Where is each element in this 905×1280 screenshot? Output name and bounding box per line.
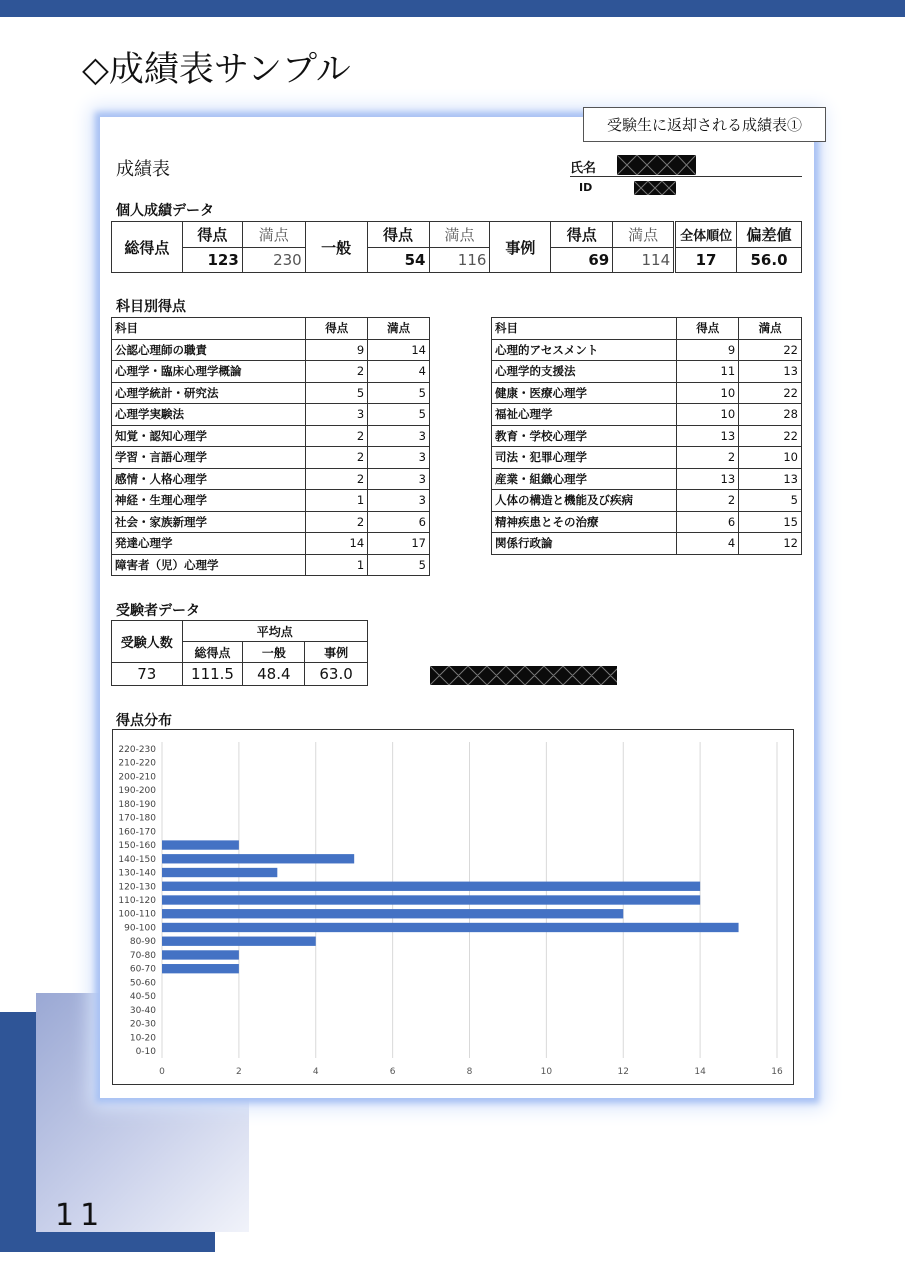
subject-max: 17 [368,533,430,555]
subject-name: 心理学・臨床心理学概論 [112,361,306,383]
bar-140-150 [162,854,354,863]
y-tick-label: 30-40 [129,1005,156,1016]
subjects-table-left [111,317,430,576]
y-tick-label: 10-20 [129,1033,156,1044]
subject-name: 司法・犯罪心理学 [492,447,677,469]
case-max-header: 満点 [613,222,675,248]
examinee-data-heading: 受験者データ [116,603,200,619]
general-score-header: 得点 [367,222,429,248]
subject-max: 4 [368,361,430,383]
general-label: 一般 [305,222,367,273]
bar-70-80 [162,950,239,959]
subject-score: 10 [677,404,739,426]
subject-row [112,404,430,426]
subject-max: 15 [739,511,802,533]
y-tick-label: 190-200 [118,786,156,797]
bar-130-140 [162,868,277,877]
general-max: 116 [429,248,490,273]
avg-general-header: 一般 [243,642,305,663]
total-max: 230 [242,248,305,273]
subject-name: 健康・医療心理学 [492,382,677,404]
subject-row [112,339,430,361]
subject-name: 教育・学校心理学 [492,425,677,447]
x-tick-label: 4 [312,1067,319,1077]
max-col-header: 満点 [368,318,430,340]
subject-row [492,382,802,404]
subject-row [492,490,802,512]
general-max-header: 満点 [429,222,490,248]
y-tick-label: 220-230 [118,744,156,755]
subject-max: 22 [739,425,802,447]
subject-score: 6 [677,511,739,533]
subject-row [492,468,802,490]
subject-name: 発達心理学 [112,533,306,555]
y-tick-label: 100-110 [118,909,156,920]
redacted-field [430,666,617,685]
score-col-header: 得点 [677,318,739,340]
subject-max: 5 [739,490,802,512]
subject-score: 4 [677,533,739,555]
subject-score: 3 [306,404,368,426]
redacted-name [617,155,696,175]
bar-80-90 [162,937,316,946]
x-tick-label: 10 [540,1067,553,1077]
top-band [0,0,905,17]
subject-name: 知覚・認知心理学 [112,425,306,447]
x-tick-label: 6 [389,1067,396,1077]
total-max-header: 満点 [242,222,305,248]
subject-row [112,382,430,404]
total-label: 総得点 [112,222,183,273]
subject-row [492,447,802,469]
subject-max: 6 [368,511,430,533]
avg-general: 48.4 [243,663,305,686]
subject-max: 13 [739,361,802,383]
name-label: 氏名 [570,161,597,176]
y-tick-label: 0-10 [135,1047,156,1058]
bar-100-110 [162,909,623,918]
subject-max: 12 [739,533,802,555]
y-tick-label: 130-140 [118,868,156,879]
y-tick-label: 80-90 [129,937,156,948]
distribution-chart-frame [112,729,794,1085]
subject-row [112,447,430,469]
y-tick-label: 90-100 [124,923,156,934]
y-tick-label: 150-160 [118,841,156,852]
personal-score-table [111,221,802,273]
subject-name: 公認心理師の職責 [112,339,306,361]
subject-max: 14 [368,339,430,361]
average-label: 平均点 [182,621,367,642]
bar-120-130 [162,882,700,891]
subject-row [492,425,802,447]
score-col-header: 得点 [306,318,368,340]
avg-total: 111.5 [182,663,243,686]
subject-score: 9 [306,339,368,361]
subject-score: 2 [677,490,739,512]
subject-name: 神経・生理心理学 [112,490,306,512]
subject-max: 28 [739,404,802,426]
y-tick-label: 140-150 [118,854,156,865]
distribution-heading: 得点分布 [116,713,172,729]
avg-case-header: 事例 [305,642,368,663]
deviation-value: 56.0 [737,248,802,273]
subject-row [492,533,802,555]
rank-header: 全体順位 [675,222,737,248]
subject-max: 10 [739,447,802,469]
subject-row [112,425,430,447]
examinee-count: 73 [112,663,183,686]
subject-name: 社会・家族新理学 [112,511,306,533]
subject-max: 3 [368,490,430,512]
subject-name: 福祉心理学 [492,404,677,426]
x-tick-label: 16 [771,1067,783,1077]
rank-value: 17 [675,248,737,273]
subject-name: 心理学実験法 [112,404,306,426]
total-score: 123 [182,248,242,273]
subject-score: 2 [306,361,368,383]
bar-90-100 [162,923,739,932]
total-score-header: 得点 [182,222,242,248]
x-tick-label: 14 [694,1067,706,1077]
avg-total-header: 総得点 [182,642,243,663]
subject-name: 心理学的支援法 [492,361,677,383]
subject-max: 22 [739,382,802,404]
y-tick-label: 160-170 [118,827,156,838]
subject-row [492,339,802,361]
subject-name: 心理的アセスメント [492,339,677,361]
subject-max: 13 [739,468,802,490]
subject-score: 2 [306,468,368,490]
subject-name: 学習・言語心理学 [112,447,306,469]
bar-150-160 [162,840,239,849]
y-tick-label: 70-80 [129,950,156,961]
report-title: 成績表 [116,159,170,180]
subjects-table-right [491,317,802,555]
subject-max: 5 [368,554,430,576]
subject-max: 22 [739,339,802,361]
y-tick-label: 170-180 [118,813,156,824]
subject-row [112,511,430,533]
subject-col-header: 科目 [112,318,306,340]
caption-box: 受験生に返却される成績表① [583,107,826,142]
max-col-header: 満点 [739,318,802,340]
y-tick-label: 200-210 [118,772,156,783]
case-label: 事例 [490,222,551,273]
subject-max: 5 [368,382,430,404]
x-tick-label: 12 [617,1067,629,1077]
personal-data-heading: 個人成績データ [116,203,214,219]
subject-row [112,533,430,555]
y-tick-label: 180-190 [118,799,156,810]
y-tick-label: 120-130 [118,882,156,893]
x-tick-label: 2 [236,1067,242,1077]
subject-row [112,468,430,490]
subject-row [492,404,802,426]
subject-max: 3 [368,447,430,469]
x-tick-label: 0 [159,1067,165,1077]
subject-score: 14 [306,533,368,555]
subject-score: 13 [677,425,739,447]
subject-row [112,554,430,576]
examinee-table [111,620,368,686]
y-tick-label: 50-60 [129,978,156,989]
subject-max: 3 [368,468,430,490]
general-score: 54 [367,248,429,273]
subject-score: 13 [677,468,739,490]
y-tick-label: 210-220 [118,758,156,769]
avg-case: 63.0 [305,663,368,686]
subject-name: 関係行政論 [492,533,677,555]
id-label: ID [579,181,593,194]
y-tick-label: 20-30 [129,1019,156,1030]
subject-score: 11 [677,361,739,383]
y-tick-label: 60-70 [129,964,156,975]
page-number: 11 [55,1198,106,1233]
subject-col-header: 科目 [492,318,677,340]
y-tick-label: 40-50 [129,992,156,1003]
subject-score: 2 [306,425,368,447]
case-score: 69 [551,248,613,273]
subject-row [492,511,802,533]
subject-score: 2 [677,447,739,469]
subject-score: 1 [306,490,368,512]
case-score-header: 得点 [551,222,613,248]
subject-score: 2 [306,511,368,533]
name-underline [570,176,802,177]
subjects-heading: 科目別得点 [116,299,186,315]
deviation-header: 偏差値 [737,222,802,248]
x-tick-label: 8 [466,1067,473,1077]
redacted-id [634,181,676,195]
bar-110-120 [162,895,700,904]
subject-name: 感情・人格心理学 [112,468,306,490]
subject-row [492,361,802,383]
subject-name: 産業・組織心理学 [492,468,677,490]
page-title: ◇成績表サンプル [82,50,351,90]
subject-name: 人体の構造と機能及び疾病 [492,490,677,512]
subject-score: 9 [677,339,739,361]
subject-score: 5 [306,382,368,404]
subject-row [112,361,430,383]
subject-max: 3 [368,425,430,447]
subject-max: 5 [368,404,430,426]
subject-score: 2 [306,447,368,469]
subject-name: 精神疾患とその治療 [492,511,677,533]
subject-name: 心理学統計・研究法 [112,382,306,404]
subject-score: 10 [677,382,739,404]
bar-60-70 [162,964,239,973]
subject-name: 障害者（児）心理学 [112,554,306,576]
subject-row [112,490,430,512]
examinee-count-label: 受験人数 [112,621,183,663]
distribution-chart [113,730,793,1084]
y-tick-label: 110-120 [118,896,156,906]
case-max: 114 [613,248,675,273]
subject-score: 1 [306,554,368,576]
